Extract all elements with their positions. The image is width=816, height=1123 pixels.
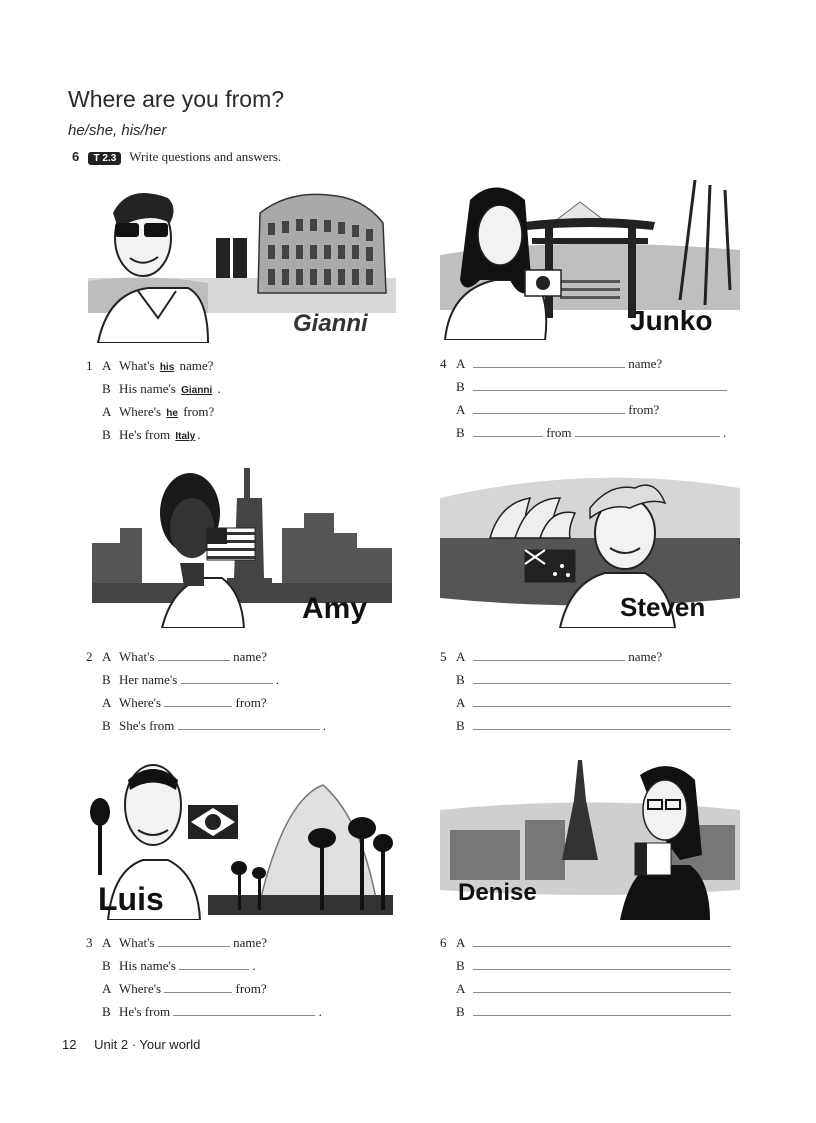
answer-blank[interactable]	[473, 980, 731, 993]
prompt-text: from?	[235, 981, 267, 996]
answer-blank[interactable]	[178, 717, 320, 730]
exercise-3-line-3	[86, 977, 356, 1000]
answer-blank[interactable]	[158, 934, 230, 947]
prompt-text: .	[275, 672, 280, 687]
exercise-number: 6	[72, 149, 80, 164]
exercise-3-line-2	[86, 954, 356, 977]
exercise-2-line-2	[86, 668, 356, 691]
answer-blank[interactable]	[473, 1003, 731, 1016]
prompt-text: What's	[119, 935, 155, 950]
japan-flag-icon	[525, 270, 561, 296]
prompt-text: He's from	[119, 1004, 171, 1019]
exercise-5-line-4	[440, 714, 740, 737]
prompt-text: from?	[183, 404, 215, 419]
speaker-b: B	[102, 958, 111, 973]
exercise-4	[440, 352, 740, 444]
answer-blank[interactable]	[473, 355, 625, 368]
answer-blank[interactable]	[473, 424, 543, 437]
speaker-a: A	[102, 358, 112, 373]
prompt-text: from	[546, 425, 572, 440]
page-number: 12	[62, 1037, 77, 1052]
page-footer	[62, 1037, 200, 1052]
prompt-text: .	[318, 1004, 322, 1019]
speaker-b: B	[456, 718, 465, 733]
exercise-number: 1	[86, 358, 93, 373]
prompt-text: Her name's	[119, 672, 178, 687]
france-flag-icon	[635, 843, 671, 875]
prompt-text: Where's	[119, 404, 162, 419]
prompt-text: name?	[628, 356, 663, 371]
answer-blank[interactable]	[473, 694, 731, 707]
steven-illustration	[440, 468, 740, 628]
answer-blank[interactable]	[179, 957, 249, 970]
model-answer: Italy	[175, 431, 196, 442]
speaker-a: A	[456, 402, 466, 417]
exercise-6-line-1	[440, 931, 740, 954]
exercise-4-line-2	[440, 375, 740, 398]
exercise-number: 3	[86, 935, 93, 950]
denise-name-label: Denise	[458, 879, 537, 906]
speaker-a: A	[456, 935, 466, 950]
exercise-6	[440, 931, 740, 1023]
amy-name-label: Amy	[302, 592, 368, 625]
answer-blank[interactable]	[164, 694, 232, 707]
exercise-5-line-2	[440, 668, 740, 691]
speaker-b: B	[102, 718, 111, 733]
answer-blank[interactable]	[473, 957, 731, 970]
junko-name-label: Junko	[630, 305, 713, 336]
speaker-b: B	[102, 427, 111, 442]
speaker-b: B	[102, 381, 111, 396]
speaker-a: A	[456, 695, 466, 710]
answer-blank[interactable]	[473, 671, 731, 684]
prompt-text: .	[723, 425, 727, 440]
prompt-text: He's from	[119, 427, 171, 442]
exercise-6-line-3	[440, 977, 740, 1000]
prompt-text: name?	[233, 935, 267, 950]
prompt-text: She's from	[119, 718, 175, 733]
prompt-text: Where's	[119, 981, 162, 996]
speaker-a: A	[102, 649, 112, 664]
exercise-1-line-2	[86, 377, 356, 400]
brazil-flag-icon	[188, 805, 238, 839]
answer-blank[interactable]	[158, 648, 230, 661]
prompt-text: from?	[235, 695, 267, 710]
answer-blank[interactable]	[473, 934, 731, 947]
exercise-number: 5	[440, 649, 447, 664]
gianni-illustration	[88, 183, 396, 343]
speaker-a: A	[102, 935, 112, 950]
answer-blank[interactable]	[181, 671, 273, 684]
exercise-1-line-1	[86, 354, 356, 377]
exercise-number: 4	[440, 356, 447, 371]
instruction-text: Write questions and answers.	[129, 149, 282, 164]
prompt-text: .	[197, 427, 201, 442]
speaker-b: B	[102, 1004, 111, 1019]
denise-illustration	[440, 760, 740, 920]
junko-illustration	[440, 180, 740, 340]
exercise-number: 2	[86, 649, 93, 664]
prompt-text: .	[217, 381, 221, 396]
exercise-3-line-1	[86, 931, 356, 954]
answer-blank[interactable]	[575, 424, 720, 437]
exercise-1-line-4	[86, 423, 356, 446]
speaker-b: B	[456, 379, 465, 394]
exercise-3	[86, 931, 356, 1023]
speaker-b: B	[456, 1004, 465, 1019]
exercise-4-line-3	[440, 398, 740, 421]
prompt-text: from?	[628, 402, 660, 417]
prompt-text: What's	[119, 358, 155, 373]
exercise-6-line-2	[440, 954, 740, 977]
prompt-text: name?	[233, 649, 267, 664]
answer-blank[interactable]	[173, 1003, 315, 1016]
model-answer: his	[159, 362, 175, 373]
footer-separator: ·	[131, 1037, 137, 1052]
speaker-b: B	[102, 672, 111, 687]
prompt-text: His name's	[119, 958, 176, 973]
exercise-1	[86, 354, 356, 446]
australia-flag-icon	[525, 550, 575, 582]
speaker-a: A	[456, 356, 466, 371]
usa-flag-icon	[207, 528, 255, 560]
exercise-instruction	[72, 149, 281, 165]
unit-label: Unit 2	[94, 1037, 129, 1052]
audio-track-badge[interactable]: T 2.3	[88, 152, 121, 165]
exercise-2	[86, 645, 356, 737]
prompt-text: His name's	[119, 381, 176, 396]
luis-name-label: Luis	[98, 881, 164, 917]
answer-blank[interactable]	[473, 648, 625, 661]
answer-blank[interactable]	[473, 378, 727, 391]
prompt-text: .	[252, 958, 256, 973]
speaker-a: A	[102, 404, 112, 419]
prompt-text: name?	[179, 358, 214, 373]
gianni-figure	[98, 193, 208, 343]
model-answer: he	[166, 408, 178, 419]
exercise-6-line-4	[440, 1000, 740, 1023]
speaker-b: B	[456, 672, 465, 687]
section-label: Your world	[139, 1037, 201, 1052]
amy-illustration	[92, 468, 392, 628]
steven-name-label: Steven	[620, 592, 706, 622]
speaker-b: B	[456, 425, 465, 440]
speaker-a: A	[102, 695, 112, 710]
prompt-text: .	[322, 718, 327, 733]
model-answer: Gianni	[181, 385, 213, 396]
answer-blank[interactable]	[473, 401, 625, 414]
exercise-5-line-1	[440, 645, 740, 668]
answer-blank[interactable]	[164, 980, 232, 993]
exercise-4-line-4	[440, 421, 740, 444]
speaker-a: A	[102, 981, 112, 996]
exercise-5-line-3	[440, 691, 740, 714]
page-title: Where are you from?	[68, 86, 285, 112]
exercise-2-line-4	[86, 714, 356, 737]
speaker-a: A	[456, 649, 466, 664]
exercise-2-line-1	[86, 645, 356, 668]
exercise-4-line-1	[440, 352, 740, 375]
exercise-number: 6	[440, 935, 447, 950]
speaker-b: B	[456, 958, 465, 973]
exercise-3-line-4	[86, 1000, 356, 1023]
speaker-a: A	[456, 981, 466, 996]
colosseum-icon	[258, 194, 386, 293]
luis-illustration	[88, 760, 393, 920]
answer-blank[interactable]	[473, 717, 731, 730]
prompt-text: name?	[628, 649, 663, 664]
exercise-2-line-3	[86, 691, 356, 714]
exercise-1-line-3	[86, 400, 356, 423]
exercise-5	[440, 645, 740, 737]
gianni-name-label: Gianni	[293, 310, 368, 337]
prompt-text: Where's	[119, 695, 162, 710]
prompt-text: What's	[119, 649, 155, 664]
grammar-subtitle: he/she, his/her	[68, 122, 167, 139]
